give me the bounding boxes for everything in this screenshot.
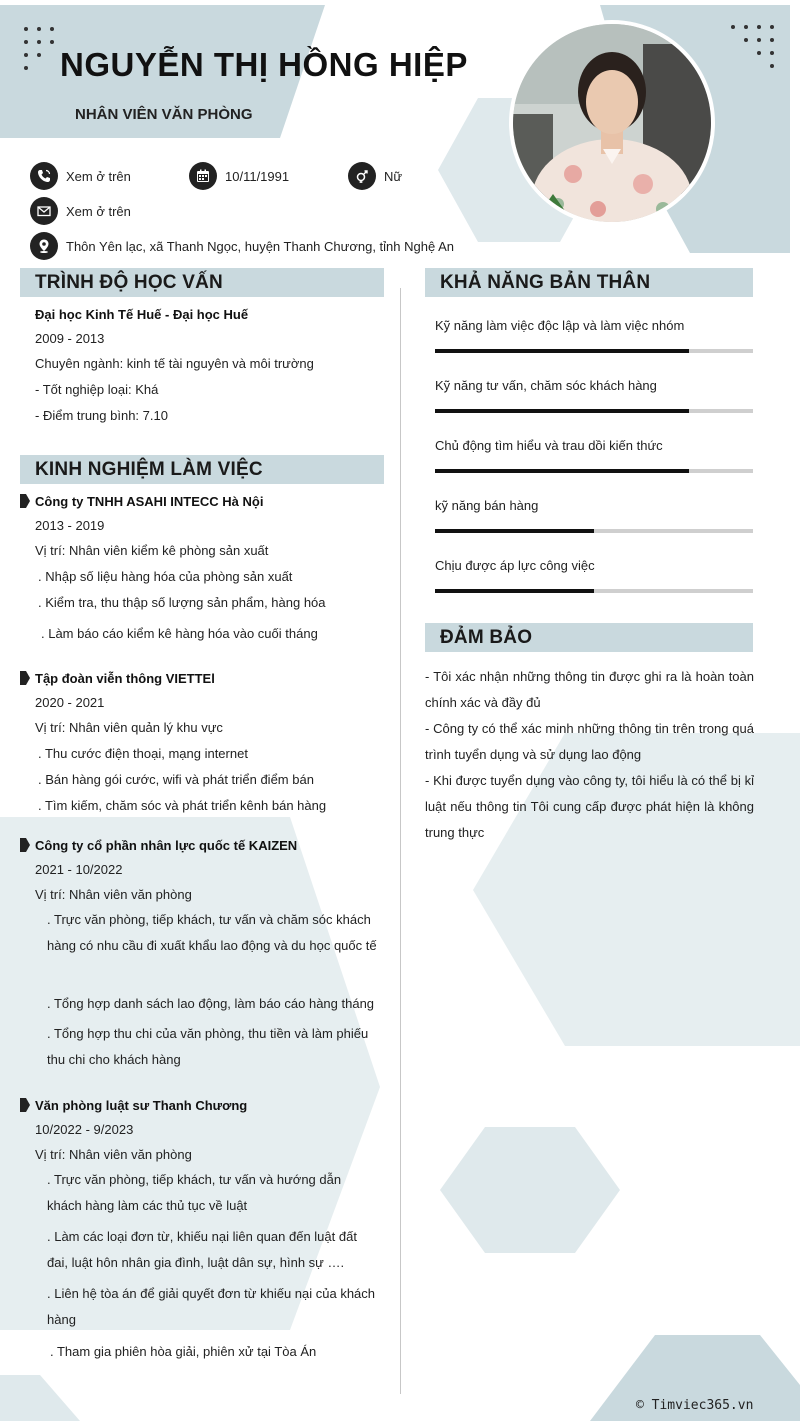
skill-label: Chủ động tìm hiểu và trau dồi kiến thức xyxy=(435,438,663,453)
job-company: Công ty TNHH ASAHI INTECC Hà Nội xyxy=(35,494,264,509)
job-task: . Tham gia phiên hòa giải, phiên xử tại Tòa Án xyxy=(50,1344,317,1359)
job-position: Vị trí: Nhân viên quản lý khu vực xyxy=(35,720,223,735)
job-period: 10/2022 - 9/2023 xyxy=(35,1122,134,1137)
education-major: Chuyên ngành: kinh tế tài nguyên và môi trường xyxy=(35,356,314,371)
candidate-name: NGUYỄN THỊ HỒNG HIỆP xyxy=(60,46,468,83)
job-marker-icon xyxy=(20,671,30,685)
commitment-heading: ĐẢM BẢO xyxy=(425,623,753,652)
education-period: 2009 - 2013 xyxy=(35,331,105,346)
skill-bar-fill xyxy=(435,409,689,413)
commitment-line: - Công ty có thể xác minh những thông tin trên trong quá trình tuyển dụng và sử dụng lao động xyxy=(425,721,754,762)
education-gpa: - Điểm trung bình: 7.10 xyxy=(35,408,168,423)
job-task: . Liên hệ tòa án để giải quyết đơn từ khiếu nại của khách hàng xyxy=(47,1286,376,1327)
job-position: Vị trí: Nhân viên kiểm kê phòng sản xuất xyxy=(35,543,269,558)
contact-birthday xyxy=(189,162,289,190)
job-company: Công ty cổ phần nhân lực quốc tế KAIZEN xyxy=(35,838,298,853)
skill-bar-fill xyxy=(435,349,689,353)
skill-bar-fill xyxy=(435,589,594,593)
job-task: . Trực văn phòng, tiếp khách, tư vấn và hướng dẫn khách hàng làm các thủ tục về luật xyxy=(47,1172,342,1213)
bg-hex-bottom-left xyxy=(0,1375,80,1421)
bg-hex-lower-middle xyxy=(440,1127,620,1253)
dot-pattern-right xyxy=(731,25,774,68)
job-task: . Làm báo cáo kiểm kê hàng hóa vào cuối tháng xyxy=(41,626,318,641)
job-period: 2013 - 2019 xyxy=(35,518,105,533)
gender-icon xyxy=(348,162,376,190)
education-school: Đại học Kinh Tế Huế - Đại học Huế xyxy=(35,307,249,322)
job-task: . Nhập số liệu hàng hóa của phòng sản xuất xyxy=(38,569,293,584)
job-company: Văn phòng luật sư Thanh Chương xyxy=(35,1098,248,1113)
job-period: 2020 - 2021 xyxy=(35,695,105,710)
job-task: . Tổng hợp danh sách lao động, làm báo cáo hàng tháng xyxy=(47,996,375,1011)
contact-address xyxy=(30,232,454,260)
contact-gender xyxy=(348,162,402,190)
calendar-icon xyxy=(189,162,217,190)
phone-icon xyxy=(30,162,58,190)
job-task: . Làm các loại đơn từ, khiếu nại liên quan đến luật đất đai, luật hôn nhân gia đình, luật dân sự, hình sự …. xyxy=(47,1229,357,1270)
column-divider xyxy=(400,288,401,1394)
job-task: . Tổng hợp thu chi của văn phòng, thu tiền và làm phiếu thu chi cho khách hàng xyxy=(47,1026,369,1067)
job-task: . Tìm kiếm, chăm sóc và phát triển kênh bán hàng xyxy=(38,798,327,813)
phone-value: Xem ở trên xyxy=(66,168,131,184)
contact-phone xyxy=(30,162,131,190)
job-marker-icon xyxy=(20,1098,30,1112)
skill-bar-fill xyxy=(435,469,689,473)
gender-value: Nữ xyxy=(384,168,403,184)
job-position: Vị trí: Nhân viên văn phòng xyxy=(35,887,192,902)
job-position: Vị trí: Nhân viên văn phòng xyxy=(35,1147,192,1162)
job-marker-icon xyxy=(20,494,30,508)
footer-watermark: © Timviec365.vn xyxy=(636,1398,754,1413)
skill-bar xyxy=(435,409,753,413)
dot-pattern-left xyxy=(24,27,54,70)
location-icon xyxy=(30,232,58,260)
job-marker-icon xyxy=(20,838,30,852)
avatar xyxy=(509,20,715,226)
skills-heading: KHẢ NĂNG BẢN THÂN xyxy=(425,268,753,297)
skill-bar xyxy=(435,589,753,593)
commitment-line: - Tôi xác nhận những thông tin được ghi ra là hoàn toàn chính xác và đầy đủ xyxy=(425,669,754,710)
skill-bar-fill xyxy=(435,529,594,533)
skill-bar xyxy=(435,469,753,473)
job-task: . Bán hàng gói cước, wifi và phát triển điểm bán xyxy=(38,772,314,787)
commitment-line: - Khi được tuyển dụng vào công ty, tôi hiểu là có thể bị kỉ luật nếu thông tin Tôi cung cấp được phát hiện là không trung thực xyxy=(425,773,754,840)
education-grade: - Tốt nghiệp loại: Khá xyxy=(35,382,159,397)
skill-label: Chịu được áp lực công việc xyxy=(435,558,595,573)
job-period: 2021 - 10/2022 xyxy=(35,862,123,877)
skill-label: kỹ năng bán hàng xyxy=(435,498,539,513)
skill-bar xyxy=(435,349,753,353)
skill-label: Kỹ năng làm việc độc lập và làm việc nhóm xyxy=(435,318,685,333)
birthday-value: 10/11/1991 xyxy=(225,168,290,184)
job-title: NHÂN VIÊN VĂN PHÒNG xyxy=(75,106,253,123)
contact-email xyxy=(30,197,131,225)
skill-bar xyxy=(435,529,753,533)
skill-label: Kỹ năng tư vấn, chăm sóc khách hàng xyxy=(435,378,657,393)
experience-heading: KINH NGHIỆM LÀM VIỆC xyxy=(20,455,384,484)
job-company: Tập đoàn viễn thông VIETTEl xyxy=(35,671,215,686)
job-task: . Kiểm tra, thu thập số lượng sản phẩm, hàng hóa xyxy=(38,595,326,610)
email-value: Xem ở trên xyxy=(66,203,131,219)
job-task: . Thu cước điện thoại, mạng internet xyxy=(38,746,248,761)
email-icon xyxy=(30,197,58,225)
education-heading: TRÌNH ĐỘ HỌC VẤN xyxy=(20,268,384,297)
address-value: Thôn Yên lạc, xã Thanh Ngọc, huyện Thanh Chương, tỉnh Nghệ An xyxy=(66,238,454,254)
job-task: . Trực văn phòng, tiếp khách, tư vấn và chăm sóc khách hàng có nhu cầu đi xuất khẩu lao động và du học quốc tế xyxy=(47,912,377,953)
portrait-photo xyxy=(513,24,711,222)
